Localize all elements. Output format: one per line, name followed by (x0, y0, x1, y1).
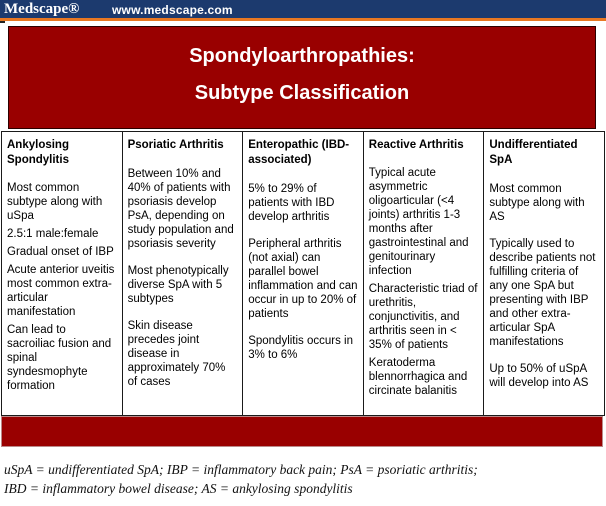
slide-title-line1: Spondyloarthropathies: (189, 45, 415, 67)
column-paragraph: Most common subtype along with uSpa (7, 182, 103, 222)
column-paragraph: Up to 50% of uSpA will develop into AS (489, 363, 589, 389)
column-paragraph: 2.5:1 male:female (7, 228, 99, 240)
table-column-reactive-arthritis (364, 132, 485, 415)
column-paragraph: Characteristic triad of urethritis, conjunctivitis, and arthritis seen in < 35% of patients (368, 283, 478, 351)
column-paragraph: Keratoderma blennorrhagica and circinate balanitis (368, 357, 468, 397)
column-paragraph: Acute anterior uveitis most common extra-articular manifestation (7, 264, 115, 318)
column-paragraph: 5% to 29% of patients with IBD develop arthritis (248, 183, 335, 223)
column-paragraph: Skin disease precedes joint disease in approximately 70% of cases (127, 320, 226, 388)
column-header: Ankylosing Spondylitis (7, 139, 69, 166)
footnote-line1: uSpA = undifferentiated SpA; IBP = inflammatory back pain; PsA = psoriatic arthritis; (4, 462, 478, 477)
column-paragraph: Typically used to describe patients not fulfilling criteria of any one SpA but presenting with IBP and other extra-articular SpA manifestations (489, 238, 596, 348)
column-header: Enteropathic (IBD-associated) (248, 139, 350, 166)
medscape-url-text: www.medscape.com (112, 3, 233, 17)
footnote-line2: IBD = inflammatory bowel disease; AS = ankylosing spondylitis (4, 481, 353, 496)
column-paragraph: Can lead to sacroiliac fusion and spinal syndesmophyte formation (7, 324, 112, 392)
slide-title-banner (8, 26, 596, 129)
bottom-red-bar (1, 416, 603, 447)
column-paragraph: Most phenotypically diverse SpA with 5 subtypes (127, 265, 229, 305)
abbreviation-footnote (4, 460, 602, 498)
table-column-undifferentiated-spa (484, 132, 604, 415)
column-paragraph: Typical acute asymmetric oligoarticular (<4 joints) arthritis 1-3 months after gastrointestinal and genitourinary infection (368, 167, 469, 277)
column-paragraph: Most common subtype along with AS (489, 183, 585, 223)
slide-title-line2: Subtype Classification (194, 82, 410, 104)
column-paragraph: Peripheral arthritis (not axial) can parallel bowel inflammation and can occur in up to 20% of patients (248, 238, 358, 320)
column-header: Undifferentiated SpA (489, 139, 578, 166)
medscape-logo: Medscape® (4, 1, 80, 17)
column-paragraph: Between 10% and 40% of patients with psoriasis develop PsA, depending on study population and psoriasis severity (127, 168, 234, 250)
column-header: Reactive Arthritis (368, 139, 464, 151)
medscape-header-bar (0, 0, 606, 18)
table-column-enteropathic (243, 132, 364, 415)
column-paragraph: Gradual onset of IBP (7, 246, 114, 258)
table-column-ankylosing-spondylitis (2, 132, 123, 415)
orange-divider (0, 18, 606, 21)
table-column-psoriatic-arthritis (123, 132, 244, 415)
subtype-table (1, 131, 605, 416)
left-edge-mark (0, 21, 5, 23)
column-paragraph: Spondylitis occurs in 3% to 6% (248, 335, 354, 361)
column-header: Psoriatic Arthritis (127, 139, 224, 151)
